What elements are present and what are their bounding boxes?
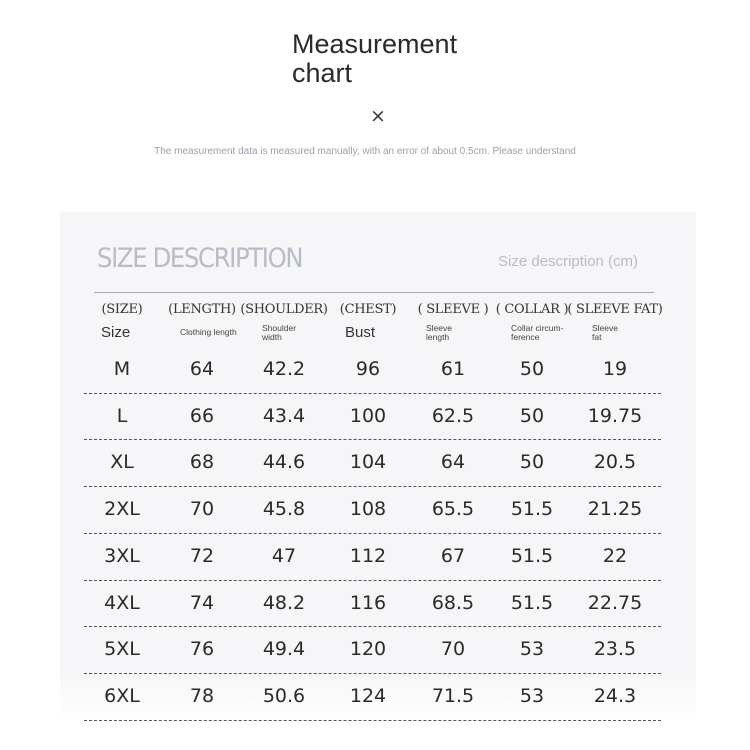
cell-collar: 53 <box>519 638 545 661</box>
cell-shoulder: 43.4 <box>262 404 306 427</box>
table-row <box>0 393 750 440</box>
cell-collar: 51.5 <box>510 591 554 614</box>
cell-length: 68 <box>189 451 215 474</box>
column-subheader-collar: Collar circum- ference <box>511 323 564 342</box>
cell-collar: 50 <box>519 358 545 380</box>
column-header-sleeve: ( SLEEVE ) <box>417 302 489 317</box>
cell-chest: 112 <box>349 544 387 567</box>
column-subheader-size: Size <box>101 324 131 341</box>
column-header-chest: (CHEST) <box>339 302 397 317</box>
table-row <box>0 533 750 580</box>
column-header-shoulder: (SHOULDER) <box>240 302 328 317</box>
column-subheader-chest: Bust <box>345 324 376 341</box>
cell-shoulder: 49.4 <box>262 638 306 661</box>
cell-sleeve-fat: 19.75 <box>587 404 643 427</box>
cell-chest: 124 <box>349 684 387 707</box>
cell-collar: 50 <box>519 404 545 427</box>
cell-shoulder: 50.6 <box>262 684 306 707</box>
column-header-size: (SIZE) <box>101 302 143 317</box>
cell-shoulder: 47 <box>271 544 297 567</box>
cell-length: 66 <box>189 404 215 427</box>
cell-length: 78 <box>189 684 215 707</box>
cell-size: 4XL <box>104 591 140 614</box>
cell-size: 3XL <box>104 544 140 567</box>
cell-chest: 108 <box>349 498 387 521</box>
cell-collar: 53 <box>519 684 545 707</box>
cell-shoulder: 48.2 <box>262 591 306 614</box>
cell-sleeve: 61 <box>440 358 466 380</box>
header-divider <box>94 292 654 293</box>
column-header-sleeve-fat: ( SLEEVE FAT) <box>567 302 663 317</box>
cell-sleeve-fat: 21.25 <box>587 498 643 521</box>
column-subheader-length: Clothing length <box>180 327 237 337</box>
cell-collar: 50 <box>519 451 545 474</box>
cell-chest: 96 <box>355 358 381 380</box>
cell-collar: 51.5 <box>510 544 554 567</box>
cell-sleeve: 71.5 <box>431 684 475 707</box>
table-row <box>0 346 750 393</box>
cell-chest: 116 <box>349 591 387 614</box>
cell-length: 76 <box>189 638 215 661</box>
cell-shoulder: 45.8 <box>262 498 306 521</box>
cell-sleeve: 68.5 <box>431 591 475 614</box>
cell-shoulder: 44.6 <box>262 451 306 474</box>
cell-sleeve-fat: 22.75 <box>587 591 643 614</box>
size-description-subheading: Size description (cm) <box>498 253 639 270</box>
cell-sleeve: 64 <box>440 451 466 474</box>
cell-sleeve-fat: 22 <box>602 544 628 567</box>
cell-size: M <box>113 358 131 380</box>
close-icon[interactable]: × <box>370 105 386 127</box>
cell-sleeve-fat: 24.3 <box>593 684 637 707</box>
row-divider <box>84 720 661 721</box>
cell-chest: 104 <box>349 451 387 474</box>
cell-chest: 100 <box>349 404 387 427</box>
cell-shoulder: 42.2 <box>262 358 306 380</box>
column-header-length: (LENGTH) <box>168 302 236 317</box>
column-subheader-sleeve-fat: Sleeve fat <box>592 323 618 342</box>
cell-length: 70 <box>189 498 215 521</box>
cell-sleeve: 65.5 <box>431 498 475 521</box>
cell-sleeve: 67 <box>440 544 466 567</box>
cell-size: L <box>116 404 128 427</box>
table-row <box>0 486 750 533</box>
cell-size: 2XL <box>104 498 140 521</box>
cell-length: 72 <box>189 544 215 567</box>
column-subheader-sleeve: Sleeve length <box>426 323 452 342</box>
cell-size: XL <box>110 451 134 474</box>
table-row <box>0 626 750 673</box>
cell-sleeve: 70 <box>440 638 466 661</box>
cell-size: 5XL <box>104 638 140 661</box>
cell-collar: 51.5 <box>510 498 554 521</box>
cell-length: 74 <box>189 591 215 614</box>
cell-length: 64 <box>189 358 215 380</box>
cell-size: 6XL <box>104 684 140 707</box>
cell-sleeve: 62.5 <box>431 404 475 427</box>
table-row <box>0 673 750 720</box>
table-row <box>0 439 750 486</box>
cell-chest: 120 <box>349 638 387 661</box>
cell-sleeve-fat: 20.5 <box>593 451 637 474</box>
measurement-note: The measurement data is measured manually, with an error of about 0.5cm. Please understand <box>154 146 576 157</box>
table-row <box>0 580 750 627</box>
cell-sleeve-fat: 23.5 <box>593 638 637 661</box>
column-subheader-shoulder: Shoulder width <box>262 323 297 342</box>
column-header-collar: ( COLLAR ) <box>495 302 569 317</box>
page-title: Measurement chart <box>292 29 458 88</box>
cell-sleeve-fat: 19 <box>602 358 628 380</box>
size-description-heading: SIZE DESCRIPTION <box>97 243 303 274</box>
